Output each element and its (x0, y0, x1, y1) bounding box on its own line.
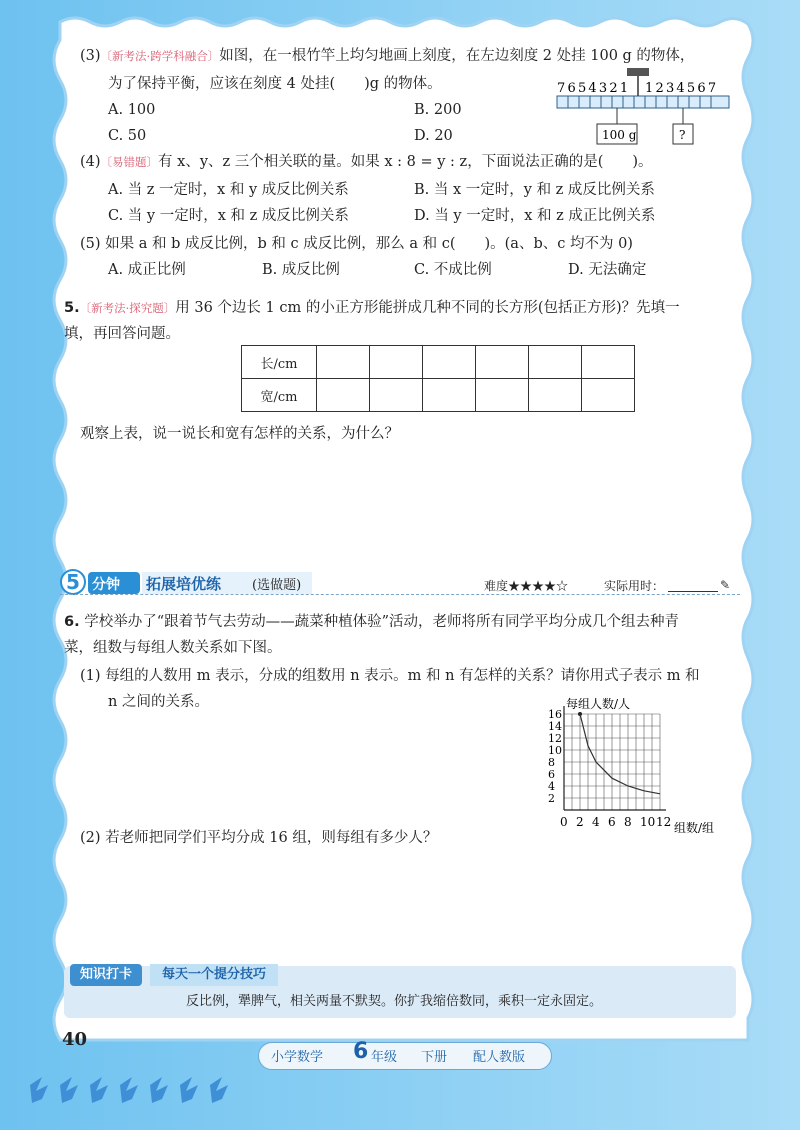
weight-left-label: 100 g (602, 128, 637, 142)
footer-grade-number: 6 (353, 1039, 369, 1064)
section-divider (60, 594, 740, 595)
q6-part1-a: (1) 每组的人数用 m 表示，分成的组数用 n 表示。m 和 n 有怎样的关系？请你用式子表示 m 和 (80, 668, 700, 684)
q5-tag: 〔新考法·探究题〕 (79, 301, 176, 315)
q6-part2: (2) 若老师把同学们平均分成 16 组，则每组有多少人？ (80, 830, 438, 846)
q3-option-d: D. 20 (414, 128, 453, 144)
y-tick-label: 8 (548, 756, 555, 769)
x-axis-label: 组数/组 (674, 821, 715, 835)
tip-bar (64, 966, 736, 1018)
q3-text1: 如图，在一根竹竿上均匀地画上刻度，在左边刻度 2 处挂 100 g 的物体， (219, 48, 695, 64)
scale-left-labels: 7654321 (557, 81, 631, 96)
q4-option-b: B. 当 x 一定时，y 和 z 成反比例关系 (414, 182, 655, 198)
bamboo-pole (557, 96, 729, 108)
q5-line1 (64, 298, 680, 318)
row-label-width: 宽/cm (242, 379, 317, 412)
weight-right-label: ? (679, 128, 686, 142)
y-tick-label: 16 (548, 708, 562, 721)
q3-option-a: A. 100 (108, 102, 156, 118)
footer-volume: 下册 (421, 1050, 448, 1065)
footer-grade-unit: 年级 (371, 1050, 398, 1065)
q4-text: 有 x、y、z 三个相关联的量。如果 x : 8 = y : z，下面说法正确的是( )。 (158, 154, 653, 170)
answer-cell[interactable] (529, 379, 582, 412)
q5-number: 5. (64, 300, 80, 316)
pencil-icon: ✎ (720, 578, 731, 592)
y-tick-label: 4 (548, 780, 555, 793)
q3-text2: 为了保持平衡，应该在刻度 4 处挂( )g 的物体。 (108, 76, 442, 92)
q5-text1: 用 36 个边长 1 cm 的小正方形能拼成几种不同的长方形(包括正方形)？先填一 (175, 300, 680, 316)
section-banner (60, 568, 340, 596)
footer-edition: 配人教版 (473, 1050, 526, 1065)
q4-line (80, 152, 653, 172)
section-badge-unit: 分钟 (92, 577, 120, 593)
answer-cell[interactable] (370, 379, 423, 412)
q5-text2: 填，再回答问题。 (64, 326, 180, 342)
table-row (242, 346, 635, 379)
group-size-chart (520, 694, 750, 840)
footer-subject: 小学数学 (271, 1050, 324, 1065)
q3-tag: 〔新考法·跨学科融合〕 (100, 49, 220, 63)
time-label: 实际用时： (604, 579, 665, 593)
tip-caption: 知识打卡 (70, 964, 142, 986)
q5s-option-d: D. 无法确定 (568, 262, 647, 278)
q5-followup: 观察上表，说一说长和宽有怎样的关系，为什么？ (80, 426, 399, 442)
y-tick-label: 6 (548, 768, 555, 781)
table-row (242, 379, 635, 412)
pivot-hanger (627, 68, 649, 76)
answer-cell[interactable] (476, 346, 529, 379)
section-subtitle: (选做题) (252, 578, 302, 593)
q3-option-b: B. 200 (414, 102, 462, 118)
answer-cell[interactable] (423, 346, 476, 379)
y-tick-label: 12 (548, 732, 562, 745)
row-label-length: 长/cm (242, 346, 317, 379)
y-tick-label: 10 (548, 744, 562, 757)
x-tick-label: 8 (624, 815, 632, 829)
answer-cell[interactable] (370, 346, 423, 379)
answer-cell[interactable] (582, 346, 635, 379)
q6-part1-b: n 之间的关系。 (108, 694, 209, 710)
scale-right-labels: 1234567 (645, 81, 719, 96)
q6-text2: 菜，组数与每组人数关系如下图。 (64, 640, 282, 656)
q4-option-c: C. 当 y 一定时，x 和 z 成反比例关系 (108, 208, 349, 224)
answer-cell[interactable] (317, 379, 370, 412)
q5-table (241, 345, 635, 412)
answer-cell[interactable] (476, 379, 529, 412)
q3-number: (3) (80, 48, 101, 64)
q5s-text: (5) 如果 a 和 b 成反比例，b 和 c 成反比例，那么 a 和 c( )。(a、b、c 均不为 0) (80, 236, 633, 252)
q4-option-a: A. 当 z 一定时，x 和 y 成反比例关系 (108, 182, 349, 198)
answer-cell[interactable] (423, 379, 476, 412)
x-tick-label: 0 (560, 815, 568, 829)
tip-text: 反比例，犟脾气，相关两量不默契。你扩我缩倍数同，乘积一定永固定。 (186, 994, 603, 1009)
y-tick-label: 2 (548, 792, 555, 805)
q4-number: (4) (80, 154, 101, 170)
tip-caption-sub: 每天一个提分技巧 (150, 964, 278, 986)
page-number: 40 (62, 1029, 88, 1050)
q5s-option-c: C. 不成比例 (414, 262, 492, 278)
q4-option-d: D. 当 y 一定时，x 和 z 成正比例关系 (414, 208, 656, 224)
answer-cell[interactable] (317, 346, 370, 379)
x-tick-label: 6 (608, 815, 616, 829)
x-tick-label: 10 (640, 815, 656, 829)
q6-number: 6. (64, 614, 80, 630)
time-blank[interactable] (668, 591, 718, 592)
q4-tag: 〔易错题〕 (100, 155, 159, 169)
q3-line1 (80, 46, 694, 66)
balance-figure (555, 66, 735, 151)
footer-book-info (258, 1039, 552, 1070)
answer-cell[interactable] (529, 346, 582, 379)
q6-text1: 学校举办了“跟着节气去劳动——蔬菜种植体验”活动，老师将所有同学平均分成几个组去种青 (84, 614, 680, 630)
q5s-option-a: A. 成正比例 (108, 262, 186, 278)
q6-line1 (64, 612, 679, 632)
section-title: 拓展培优练 (146, 575, 222, 593)
y-tick-label: 14 (548, 720, 562, 733)
x-tick-label: 12 (656, 815, 672, 829)
q3-option-c: C. 50 (108, 128, 147, 144)
section-badge-number: 5 (66, 570, 80, 594)
x-tick-label: 4 (592, 815, 600, 829)
x-tick-label: 2 (576, 815, 584, 829)
difficulty-rating: 难度★★★★☆ (484, 579, 569, 593)
q5s-option-b: B. 成反比例 (262, 262, 340, 278)
y-axis-label: 每组人数/人 (566, 697, 631, 711)
answer-cell[interactable] (582, 379, 635, 412)
